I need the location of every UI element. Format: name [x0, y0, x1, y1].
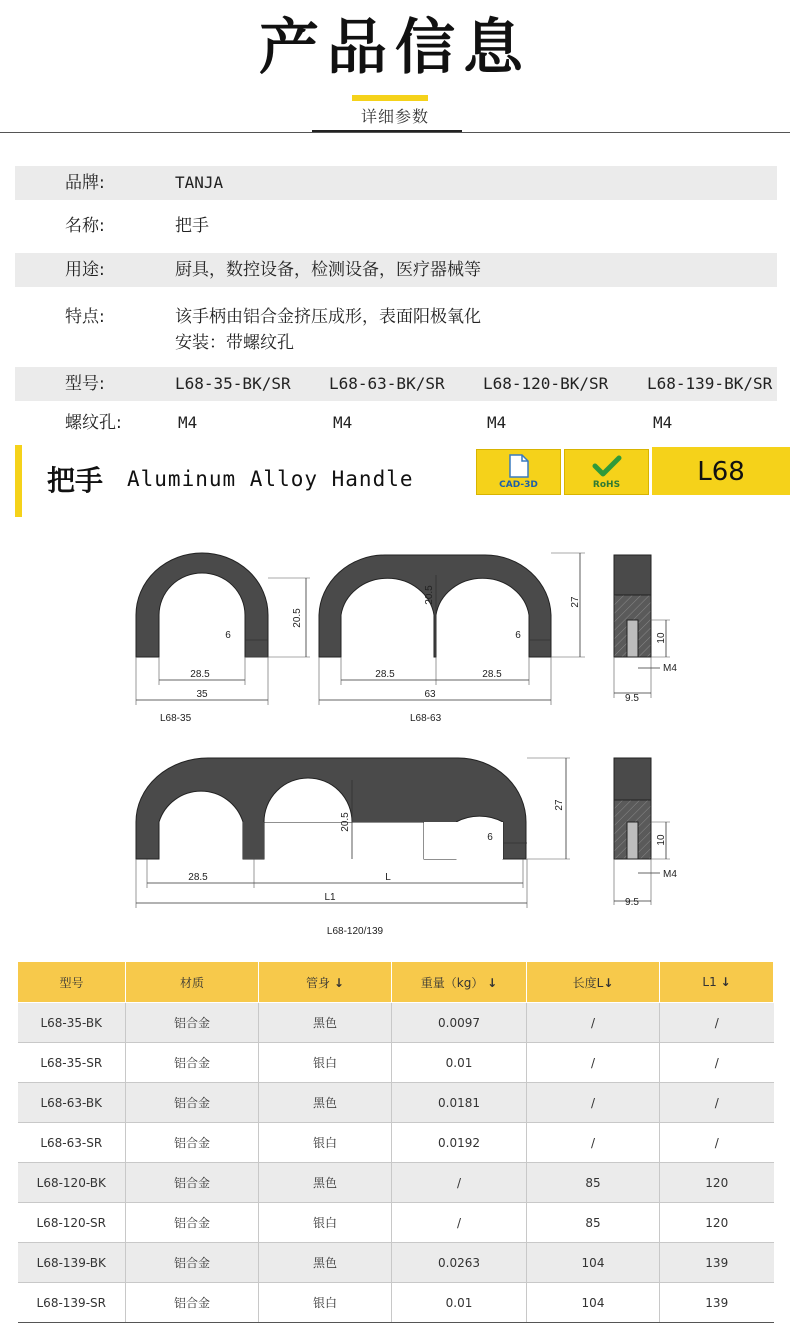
model-code: L68-139-BK/SR	[647, 374, 773, 393]
table-row	[18, 1283, 774, 1323]
table-cell: 黑色	[259, 1083, 392, 1123]
table-cell: 黑色	[259, 1243, 392, 1283]
sort-down-icon[interactable]: ↓	[603, 975, 614, 990]
dim-label: 6	[515, 630, 521, 641]
title-underline	[352, 95, 428, 101]
table-cell: 银白	[259, 1123, 392, 1163]
table-cell: 120	[660, 1203, 774, 1243]
sort-down-icon[interactable]: ↓	[333, 975, 344, 990]
spec-value: 把手	[175, 216, 209, 236]
table-row	[18, 1083, 774, 1123]
table-cell: 银白	[259, 1203, 392, 1243]
product-banner	[15, 445, 790, 517]
rohs-badge[interactable]	[564, 449, 649, 495]
model-code: L68-35-BK/SR	[175, 374, 291, 393]
table-cell: /	[527, 1123, 660, 1163]
table-cell: 0.01	[392, 1043, 527, 1083]
dim-label: 6	[225, 630, 231, 641]
spec-label: 名称:	[65, 216, 105, 236]
dim-label: 20.5	[424, 585, 435, 605]
dim-label: 35	[196, 689, 208, 700]
spec-label: 特点:	[65, 307, 105, 327]
table-cell: 85	[527, 1163, 660, 1203]
dim-label: 10	[656, 632, 667, 644]
column-header: 型号	[18, 962, 126, 1003]
dim-label: M4	[663, 869, 677, 880]
drawing-caption: L68-63	[410, 713, 442, 724]
dim-label: 28.5	[482, 669, 502, 680]
table-cell: 铝合金	[126, 1003, 259, 1043]
table-header-row	[18, 962, 774, 1003]
table-cell: 银白	[259, 1283, 392, 1323]
spec-value: 厨具，数控设备，检测设备，医疗器械等	[175, 260, 481, 280]
badge-label: CAD-3D	[499, 480, 538, 490]
table-row	[18, 1203, 774, 1243]
handle-63-view	[319, 553, 585, 724]
drawing-caption: L68-35	[160, 713, 192, 724]
spec-label: 螺纹孔:	[65, 413, 122, 433]
table-cell: 铝合金	[126, 1203, 259, 1243]
sort-down-icon[interactable]: ↓	[487, 975, 498, 990]
spec-value: 该手柄由铝合金挤压成形，表面阳极氧化	[175, 307, 481, 327]
dim-label: 28.5	[188, 872, 208, 883]
dim-label: 20.5	[292, 608, 303, 628]
table-row	[18, 1123, 774, 1163]
table-cell: /	[527, 1043, 660, 1083]
table-cell: 139	[660, 1283, 774, 1323]
handle-35-view	[136, 553, 310, 724]
table-cell: L68-35-SR	[18, 1043, 126, 1083]
table-cell: 铝合金	[126, 1283, 259, 1323]
spec-row-use	[15, 253, 777, 287]
table-cell: 104	[527, 1243, 660, 1283]
dim-label: 27	[554, 799, 565, 811]
table-cell: 120	[660, 1163, 774, 1203]
dim-label: 10	[656, 834, 667, 846]
table-cell: 铝合金	[126, 1083, 259, 1123]
table-cell: /	[392, 1203, 527, 1243]
thread-size: M4	[653, 413, 673, 432]
table-cell: 0.01	[392, 1283, 527, 1323]
handle-120-139-view	[136, 758, 570, 937]
document-icon	[508, 454, 530, 478]
table-cell: 铝合金	[126, 1043, 259, 1083]
table-row	[18, 1043, 774, 1083]
table-cell: 104	[527, 1283, 660, 1323]
table-cell: 0.0097	[392, 1003, 527, 1043]
thread-size: M4	[333, 413, 353, 432]
spec-label: 品牌:	[65, 173, 105, 193]
column-header: 材质	[126, 962, 259, 1003]
dim-label: 28.5	[190, 669, 210, 680]
table-cell: 85	[527, 1203, 660, 1243]
thread-size: M4	[487, 413, 507, 432]
model-code: L68-120-BK/SR	[483, 374, 609, 393]
table-cell: 银白	[259, 1043, 392, 1083]
model-code: L68-63-BK/SR	[329, 374, 445, 393]
table-cell: L68-139-SR	[18, 1283, 126, 1323]
table-cell: /	[660, 1123, 774, 1163]
column-header[interactable]: 长度L↓	[527, 962, 660, 1003]
spec-label: 型号:	[65, 374, 105, 394]
column-header[interactable]: 重量（kg） ↓	[392, 962, 527, 1003]
page-subtitle: 详细参数	[360, 107, 429, 126]
page-title: 产品信息	[259, 13, 531, 83]
table-cell: 铝合金	[126, 1123, 259, 1163]
table-cell: 黑色	[259, 1163, 392, 1203]
table-row	[18, 1163, 774, 1203]
table-cell: L68-63-SR	[18, 1123, 126, 1163]
parameter-table	[17, 961, 774, 1323]
dim-label: 28.5	[375, 669, 395, 680]
table-cell: /	[660, 1083, 774, 1123]
dim-label: 9.5	[625, 897, 639, 908]
dim-label: 6	[487, 832, 493, 843]
table-cell: /	[527, 1003, 660, 1043]
banner-accent	[15, 445, 22, 517]
table-cell: 0.0181	[392, 1083, 527, 1123]
table-cell: L68-35-BK	[18, 1003, 126, 1043]
dim-label: L1	[324, 892, 336, 903]
drawing-caption: L68-120/139	[326, 926, 384, 937]
dim-label: 9.5	[625, 693, 639, 704]
model-code-box: L68	[652, 447, 790, 495]
badge-label: RoHS	[592, 480, 621, 490]
checkmark-icon	[592, 455, 622, 477]
dim-label: 27	[570, 596, 581, 608]
table-row	[18, 1003, 774, 1043]
table-cell: L68-139-BK	[18, 1243, 126, 1283]
dim-label: M4	[663, 663, 677, 674]
spec-value: TANJA	[175, 173, 224, 192]
banner-title-en: Aluminum Alloy Handle	[127, 467, 414, 491]
side-section-view-bottom	[614, 758, 677, 908]
banner-title-cn: 把手	[47, 464, 104, 497]
header-divider	[0, 132, 790, 133]
table-cell: /	[392, 1163, 527, 1203]
spec-row-model	[15, 367, 777, 401]
dim-label: 63	[424, 689, 436, 700]
table-cell: L68-120-BK	[18, 1163, 126, 1203]
spec-row-brand	[15, 166, 777, 200]
spec-label: 用途:	[65, 260, 105, 280]
column-header[interactable]: 管身 ↓	[259, 962, 392, 1003]
dim-label: L	[385, 872, 391, 883]
table-cell: /	[660, 1003, 774, 1043]
table-cell: L68-63-BK	[18, 1083, 126, 1123]
table-cell: 铝合金	[126, 1163, 259, 1203]
table-cell: /	[527, 1083, 660, 1123]
table-cell: 0.0192	[392, 1123, 527, 1163]
technical-drawing	[0, 540, 790, 950]
table-cell: L68-120-SR	[18, 1203, 126, 1243]
column-header[interactable]: L1 ↓	[660, 962, 774, 1003]
sort-down-icon[interactable]: ↓	[720, 975, 731, 989]
dim-label: 20.5	[340, 812, 351, 832]
table-cell: 黑色	[259, 1003, 392, 1043]
spec-row-feature	[15, 300, 777, 356]
spec-row-name	[15, 209, 777, 243]
spec-value: 安装：带螺纹孔	[175, 333, 294, 353]
table-cell: /	[660, 1043, 774, 1083]
table-cell: 铝合金	[126, 1243, 259, 1283]
side-section-view-top	[614, 555, 677, 704]
table-cell: 0.0263	[392, 1243, 527, 1283]
thread-size: M4	[178, 413, 198, 432]
table-row	[18, 1243, 774, 1283]
cad-3d-badge[interactable]	[476, 449, 561, 495]
spec-row-thread	[15, 406, 777, 440]
table-cell: 139	[660, 1243, 774, 1283]
